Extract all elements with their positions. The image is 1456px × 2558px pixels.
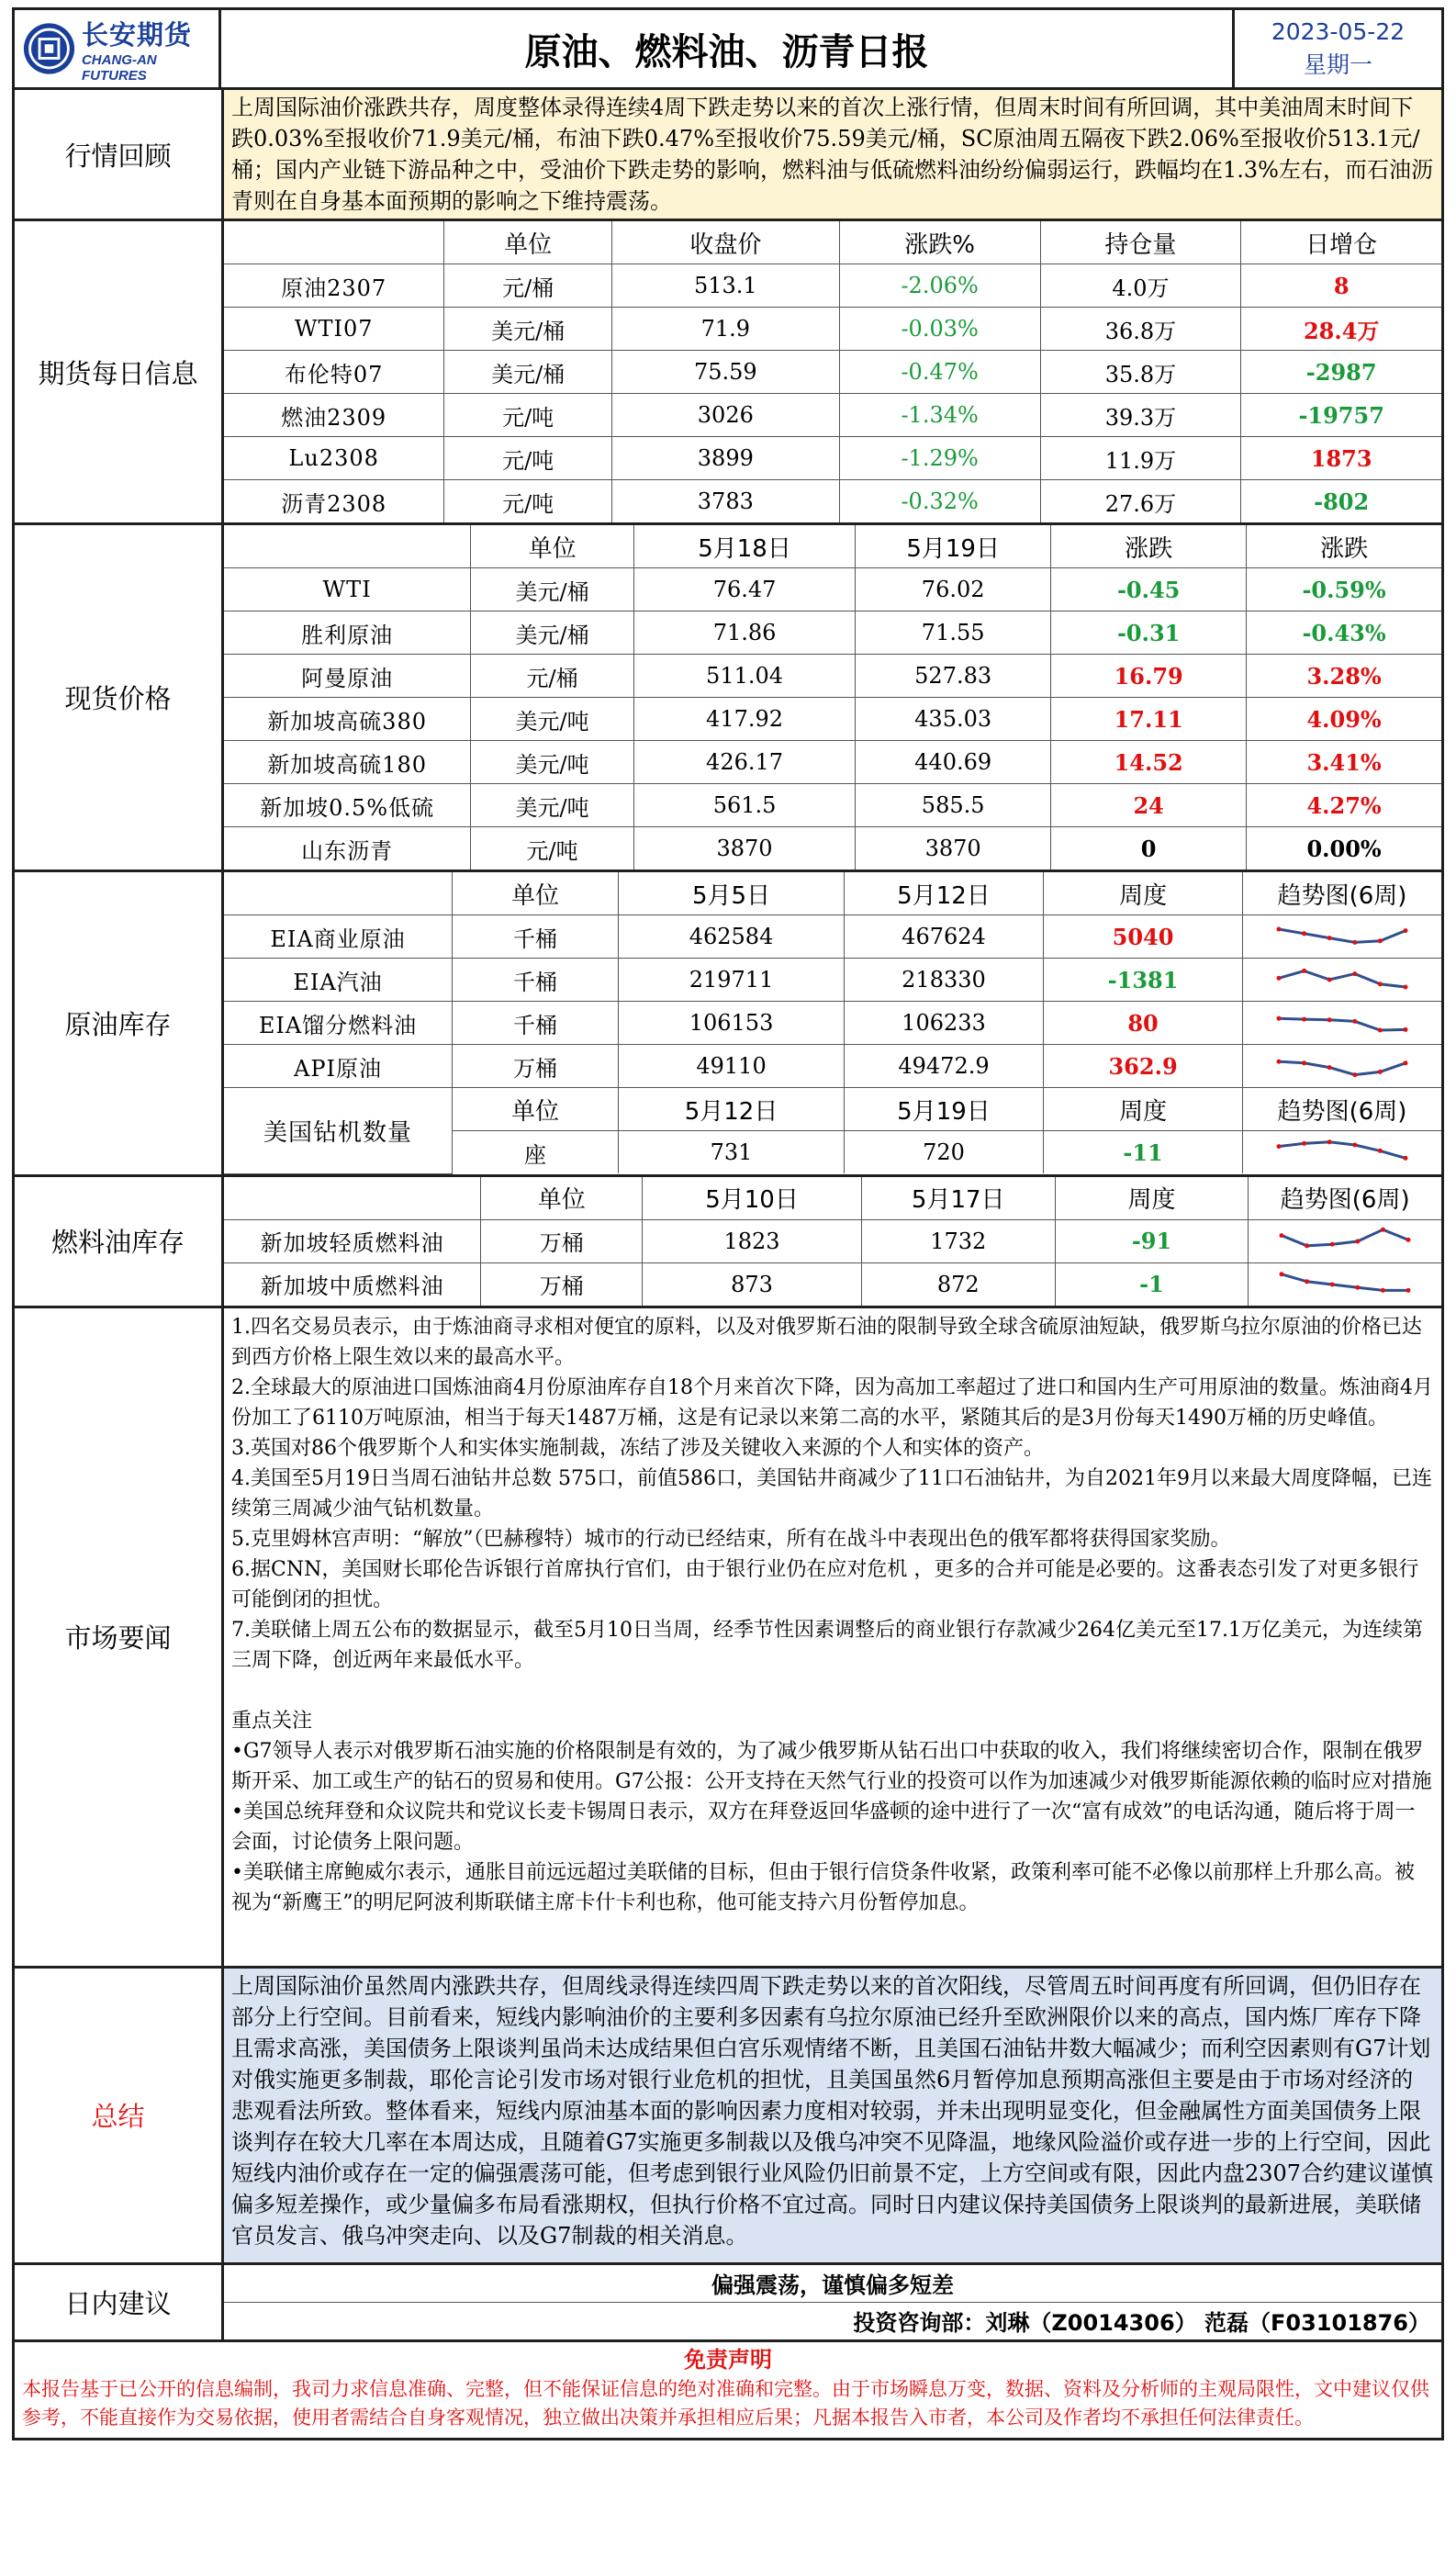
spot-name: 新加坡高硫380 <box>224 698 471 741</box>
table-row <box>224 1002 1441 1045</box>
trend-cell <box>1243 915 1441 959</box>
table-cell: 千桶 <box>452 1002 618 1045</box>
trend-cell <box>1249 1262 1441 1306</box>
column-header: 涨跌% <box>839 221 1040 264</box>
table-cell: 1873 <box>1241 437 1441 480</box>
trend-point <box>1302 931 1306 936</box>
trend-point <box>1277 976 1282 981</box>
table-cell: 426.17 <box>633 741 855 784</box>
stock-name: API原油 <box>224 1045 452 1088</box>
summary-text: 上周国际油价虽然周内涨跌共存，但周线录得连续四周下跌走势以来的首次阳线，尽管周五时间再度有所回调，但仍旧存在部分上行空间。目前看来，短线内影响油价的主要利多因素有乌拉尔原油已经升至欧洲限价以来的高点，国内炼厂库存下降且需求高涨，美国债务上限谈判虽尚未达成结果但白宫乐观情绪不断，且美国石油钻井数大幅减少；而利空因素则有G7计划对俄实施更多制裁，耶伦言论引发市场对银行业危机的担忧，且美国虽然6月暂停加息预期高涨但主要是由于市场对经济的悲观看法所致。整体看来，短线内原油基本面的影响因素力度相对较弱，并未出现明显变化，但金融属性方面美国债务上限谈判存在较大几率在本周达成，且随着G7实施更多制裁以及俄乌冲突不见降温，地缘风险溢价或存进一步的上行空间，因此短线内油价或存在一定的偏强震荡可能，但考虑到银行业风险仍旧前景不定，上方空间或有限，因此内盘2307合约建议谨慎偏多短差操作，或少量偏多布局看涨期权，但执行价格不宜过高。同时日内建议保持美国债务上限谈判的最新进展，美联储官员发言、俄乌冲突走向、以及G7制裁的相关消息。 <box>224 1969 1441 2262</box>
spot-name: 新加坡0.5%低硫 <box>224 784 471 827</box>
table-row <box>224 1262 1441 1306</box>
table-cell: 美元/桶 <box>444 351 612 394</box>
contract-name: Lu2308 <box>224 437 444 480</box>
column-header: 5月18日 <box>633 525 855 568</box>
review-text: 上周国际油价涨跌共存，周度整体录得连续4周下跌走势以来的首次上涨行情，但周末时间有所回调，其中美油周末时间下跌0.03%至报收价71.9美元/桶，布油下跌0.47%至报收价75.59美元/桶，SC原油周五隔夜下跌2.06%至报收价513.1元/桶；国内产业链下游品种之中，受油价下跌走势的影响，燃料油与低硫燃料油纷纷偏弱运行，跌幅均在1.3%左右，而石油沥青则在自身基本面预期的影响之下维持震荡。 <box>224 90 1441 219</box>
table-cell: 3.41% <box>1247 741 1441 784</box>
trend-point <box>1277 1060 1282 1064</box>
trend-sparkline <box>1273 1048 1411 1084</box>
stock-name: EIA馏分燃料油 <box>224 1002 452 1045</box>
disclaimer-title: 免责声明 <box>684 2346 772 2373</box>
table-cell: 440.69 <box>856 741 1051 784</box>
news-label: 市场要闻 <box>15 1308 224 1966</box>
contract-name: 布伦特07 <box>224 351 444 394</box>
trend-point <box>1352 1019 1357 1024</box>
table-cell: 71.86 <box>633 611 855 655</box>
table-cell: 585.5 <box>856 784 1051 827</box>
table-cell: 元/吨 <box>444 437 612 480</box>
table-cell: -2.06% <box>839 264 1040 308</box>
table-cell: -802 <box>1241 480 1441 523</box>
advisor-credit: 投资咨询部：刘琳（Z0014306） 范磊（F03101876） <box>853 2310 1430 2336</box>
table-cell: 362.9 <box>1044 1045 1243 1088</box>
stock-name: EIA商业原油 <box>224 915 452 959</box>
logo-name-en: CHANG-AN FUTURES <box>81 51 157 84</box>
column-header: 趋势图(6周) <box>1249 1177 1441 1220</box>
table-cell: 561.5 <box>633 784 855 827</box>
trend-point <box>1378 1149 1383 1153</box>
table-row <box>224 698 1441 741</box>
spot-section <box>12 525 1444 872</box>
table-cell: -1.29% <box>839 437 1040 480</box>
table-cell: 11.9万 <box>1040 437 1241 480</box>
table-cell: 527.83 <box>856 655 1051 698</box>
table-cell: 16.79 <box>1051 655 1247 698</box>
spot-name: 阿曼原油 <box>224 655 471 698</box>
table-row <box>224 959 1441 1002</box>
logo-emblem-icon <box>22 20 76 77</box>
news-paragraph: •美联储主席鲍威尔表示，通胀目前远远超过美联储的目标，但由于银行信贷条件收紧，政策利率可能不必像以前那样上升那么高。被视为“新鹰王”的明尼阿波利斯联储主席卡什卡利也称，他可能支持六月份暂停加息。 <box>231 1860 1415 1914</box>
table-cell: 万桶 <box>481 1262 643 1306</box>
table-cell: 219711 <box>619 959 845 1002</box>
trend-point <box>1302 1060 1306 1065</box>
trend-cell <box>1243 959 1441 1002</box>
table-cell: 218330 <box>844 959 1043 1002</box>
table-cell: 467624 <box>844 915 1043 959</box>
table-row <box>224 437 1441 480</box>
column-header: 单位 <box>471 525 634 568</box>
table-cell: -0.59% <box>1247 568 1441 611</box>
table-cell: 元/桶 <box>471 655 634 698</box>
news-paragraph: 4.美国至5月19日当周石油钻井总数 575口，前值586口，美国钻井商减少了11口石油钻井，为自2021年9月以来最大周度降幅，已连续第三周减少油气钻机数量。 <box>231 1466 1432 1520</box>
news-paragraph: 6.据CNN，美国财长耶伦告诉银行首席执行官们，由于银行业仍在应对危机 ，更多的合并可能是必要的。这番表态引发了对更多银行可能倒闭的担忧。 <box>231 1557 1419 1611</box>
table-cell: -11 <box>1044 1131 1243 1174</box>
table-row <box>224 655 1441 698</box>
trend-point <box>1378 938 1383 943</box>
table-row <box>224 1219 1441 1262</box>
table-cell: 872 <box>861 1262 1055 1306</box>
table-cell: 4.09% <box>1247 698 1441 741</box>
trend-point <box>1327 1065 1332 1070</box>
trend-line <box>1279 1061 1406 1074</box>
stock-name: 新加坡轻质燃料油 <box>224 1219 481 1262</box>
table-row <box>224 264 1441 308</box>
disclaimer-text: 本报告基于已公开的信息编制，我司力求信息准确、完整，但不能保证信息的绝对准确和完整。由于市场瞬息万变，数据、资料及分析师的主观局限性，文中建议仅供参考，不能直接作为交易依据，使用者需结合自身客观情况，独立做出决策并承担相应后果；凡据本报告入市者，本公司及作者均不承担任何法律责任。 <box>22 2377 1429 2429</box>
trend-point <box>1280 1272 1284 1276</box>
table-cell: 3870 <box>633 827 855 870</box>
news-section <box>12 1308 1444 1969</box>
table-cell: 0.00% <box>1247 827 1441 870</box>
trend-point <box>1305 1243 1309 1248</box>
table-cell: 71.55 <box>856 611 1051 655</box>
stock-name: 新加坡中质燃料油 <box>224 1262 481 1306</box>
summary-section <box>12 1969 1444 2265</box>
news-paragraph: 1.四名交易员表示，由于炼油商寻求相对便宜的原料，以及对俄罗斯石油的限制导致全球含硫原油短缺，俄罗斯乌拉尔原油的价格已达到西方价格上限生效以来的最高水平。 <box>231 1315 1422 1369</box>
table-cell: 3026 <box>611 394 839 437</box>
table-cell: 36.8万 <box>1040 308 1241 351</box>
trend-point <box>1277 1016 1282 1021</box>
table-cell: -1381 <box>1044 959 1243 1002</box>
column-header: 涨跌 <box>1051 525 1247 568</box>
trend-point <box>1280 1233 1284 1238</box>
column-header: 5月12日 <box>844 872 1043 915</box>
trend-point <box>1302 969 1306 973</box>
table-cell: 720 <box>844 1131 1043 1174</box>
stock-name: EIA汽油 <box>224 959 452 1002</box>
table-cell: 873 <box>643 1262 862 1306</box>
table-cell: -2987 <box>1241 351 1441 394</box>
column-header: 5月10日 <box>643 1177 862 1220</box>
table-cell: 千桶 <box>452 915 618 959</box>
trend-point <box>1406 1287 1411 1292</box>
trend-point <box>1381 1287 1385 1292</box>
table-cell: 24 <box>1051 784 1247 827</box>
contract-name: 原油2307 <box>224 264 444 308</box>
logo <box>15 10 221 87</box>
trend-point <box>1330 1241 1335 1246</box>
table-cell: 49472.9 <box>844 1045 1043 1088</box>
trend-point <box>1404 985 1408 990</box>
date-block <box>1235 10 1441 87</box>
review-label: 行情回顾 <box>15 90 224 219</box>
table-cell: -0.45 <box>1051 568 1247 611</box>
spot-table <box>224 525 1441 869</box>
table-cell: -0.47% <box>839 351 1040 394</box>
table-row <box>224 741 1441 784</box>
column-header: 单位 <box>452 1088 618 1131</box>
news-paragraph: 7.美联储上周五公布的数据显示，截至5月10日当周，经季节性因素调整后的商业银行存款减少264亿美元至17.1万亿美元，为连续第三周下降，创近两年来最低水平。 <box>231 1618 1423 1672</box>
table-cell: 462584 <box>619 915 845 959</box>
futures-section <box>12 221 1444 525</box>
news-paragraph: •美国总统拜登和众议院共和党议长麦卡锡周日表示，双方在拜登返回华盛顿的途中进行了一次“富有成效”的电话沟通，随后将于周一会面，讨论债务上限问题。 <box>231 1800 1416 1854</box>
column-header <box>224 525 471 568</box>
table-cell: 75.59 <box>611 351 839 394</box>
spot-name: 山东沥青 <box>224 827 471 870</box>
table-cell: 万桶 <box>481 1219 643 1262</box>
rig-count-name: 美国钻机数量 <box>224 1088 452 1174</box>
column-header: 趋势图(6周) <box>1243 1088 1441 1131</box>
table-cell: 1823 <box>643 1219 862 1262</box>
trend-line <box>1282 1229 1408 1246</box>
trend-cell <box>1249 1219 1441 1262</box>
trend-point <box>1381 1227 1385 1231</box>
advice-text: 偏强震荡，谨慎偏多短差 <box>224 2265 1441 2303</box>
news-paragraph: 2.全球最大的原油进口国炼油商4月份原油库存自18个月来首次下降，因为高加工率超过了进口和国内生产可用原油的数量。炼油商4月份加工了6110万吨原油，相当于每天1487万桶，这是有记录以来第二高的水平，紧随其后的是3月份每天1490万桶的历史峰值。 <box>231 1375 1433 1430</box>
trend-point <box>1327 1017 1332 1022</box>
table-cell: 元/吨 <box>444 394 612 437</box>
trend-point <box>1378 1070 1383 1074</box>
trend-sparkline <box>1276 1223 1414 1260</box>
table-cell: 3.28% <box>1247 655 1441 698</box>
column-header: 涨跌 <box>1247 525 1441 568</box>
table-cell: 1732 <box>861 1219 1055 1262</box>
table-cell: 106233 <box>844 1002 1043 1045</box>
trend-point <box>1277 927 1282 932</box>
crude-stock-label: 原油库存 <box>15 872 224 1174</box>
trend-point <box>1378 1028 1383 1033</box>
column-header: 周度 <box>1044 1088 1243 1131</box>
table-row <box>224 915 1441 959</box>
crude-stock-section <box>12 872 1444 1177</box>
table-cell: 76.47 <box>633 568 855 611</box>
column-header: 持仓量 <box>1040 221 1241 264</box>
contract-name: 燃油2309 <box>224 394 444 437</box>
trend-point <box>1302 1017 1306 1022</box>
trend-point <box>1277 1144 1282 1149</box>
trend-point <box>1404 1027 1408 1032</box>
fuel-stock-table <box>224 1177 1441 1306</box>
table-cell: -1.34% <box>839 394 1040 437</box>
news-paragraph: 重点关注 <box>231 1709 313 1733</box>
table-cell: 49110 <box>619 1045 845 1088</box>
table-cell: 5040 <box>1044 915 1243 959</box>
table-cell: 美元/吨 <box>471 784 634 827</box>
trend-sparkline <box>1276 1266 1414 1303</box>
column-header: 5月12日 <box>619 1088 845 1131</box>
table-cell: 0 <box>1051 827 1247 870</box>
table-cell: 元/吨 <box>444 480 612 523</box>
column-header: 5月5日 <box>619 872 845 915</box>
review-section <box>12 90 1444 221</box>
trend-cell <box>1243 1131 1441 1174</box>
table-row <box>224 394 1441 437</box>
trend-sparkline <box>1273 918 1411 955</box>
trend-line <box>1279 1018 1406 1030</box>
table-cell: 39.3万 <box>1040 394 1241 437</box>
table-cell: -91 <box>1055 1219 1249 1262</box>
table-cell: 435.03 <box>856 698 1051 741</box>
report-weekday: 星期一 <box>1303 51 1372 78</box>
spot-name: 新加坡高硫180 <box>224 741 471 784</box>
trend-line <box>1279 1142 1406 1159</box>
report-page <box>12 7 1444 2440</box>
table-cell: 千桶 <box>452 959 618 1002</box>
trend-point <box>1302 1141 1306 1146</box>
disclaimer-section <box>12 2342 1444 2440</box>
table-row <box>224 351 1441 394</box>
table-cell: 元/吨 <box>471 827 634 870</box>
table-cell: 8 <box>1241 264 1441 308</box>
column-header <box>224 872 452 915</box>
table-cell: 元/桶 <box>444 264 612 308</box>
table-cell: 万桶 <box>452 1045 618 1088</box>
summary-label: 总结 <box>15 1969 224 2262</box>
table-cell: 美元/桶 <box>471 611 634 655</box>
table-cell: 27.6万 <box>1040 480 1241 523</box>
trend-point <box>1330 1282 1335 1286</box>
trend-point <box>1404 1156 1408 1161</box>
news-paragraph: 5.克里姆林宫声明：“解放”（巴赫穆特）城市的行动已经结束，所有在战斗中表现出色的俄军都将获得国家奖励。 <box>231 1527 1231 1551</box>
column-header: 5月17日 <box>861 1177 1055 1220</box>
table-cell: -0.43% <box>1247 611 1441 655</box>
column-header: 趋势图(6周) <box>1243 872 1441 915</box>
contract-name: WTI07 <box>224 308 444 351</box>
trend-point <box>1327 936 1332 940</box>
trend-sparkline <box>1273 1004 1411 1041</box>
column-header: 单位 <box>452 872 618 915</box>
trend-point <box>1327 978 1332 982</box>
table-cell: -0.32% <box>839 480 1040 523</box>
trend-cell <box>1243 1045 1441 1088</box>
news-body <box>224 1308 1441 1966</box>
trend-point <box>1352 1072 1357 1077</box>
news-paragraph <box>231 1676 1434 1706</box>
trend-point <box>1352 971 1357 976</box>
column-header: 周度 <box>1044 872 1243 915</box>
news-paragraph: •G7领导人表示对俄罗斯石油实施的价格限制是有效的，为了减少俄罗斯从钻石出口中获取的收入，我们将继续密切合作，限制在俄罗斯开采、加工或生产的钻石的贸易和使用。G7公报：公开支持在天然气行业的投资可以作为加速减少对俄罗斯能源依赖的临时应对措施 <box>231 1739 1432 1793</box>
table-cell: 417.92 <box>633 698 855 741</box>
logo-name-cn: 长安期货 <box>81 18 192 50</box>
table-cell: 4.27% <box>1247 784 1441 827</box>
trend-line <box>1282 1273 1408 1290</box>
trend-point <box>1404 928 1408 933</box>
column-header: 5月19日 <box>844 1088 1043 1131</box>
table-cell: 513.1 <box>611 264 839 308</box>
table-cell: -0.03% <box>839 308 1040 351</box>
table-cell: 美元/桶 <box>471 568 634 611</box>
spot-name: 胜利原油 <box>224 611 471 655</box>
table-cell: 美元/吨 <box>471 698 634 741</box>
trend-point <box>1406 1237 1411 1241</box>
trend-point <box>1378 982 1383 986</box>
table-cell: 76.02 <box>856 568 1051 611</box>
news-paragraph: 3.英国对86个俄罗斯个人和实体实施制裁，冻结了涉及关键收入来源的个人和实体的资产。 <box>231 1436 1044 1460</box>
futures-table <box>224 221 1441 522</box>
table-cell: 3899 <box>611 437 839 480</box>
fuel-stock-section <box>12 1177 1444 1308</box>
advice-section <box>12 2265 1444 2342</box>
fuel-stock-label: 燃料油库存 <box>15 1177 224 1306</box>
trend-point <box>1327 1139 1332 1144</box>
table-row <box>224 480 1441 523</box>
table-cell: 美元/吨 <box>471 741 634 784</box>
table-row <box>224 1045 1441 1088</box>
report-date: 2023-05-22 <box>1271 18 1406 45</box>
trend-point <box>1355 1239 1360 1243</box>
trend-sparkline <box>1273 961 1411 998</box>
table-cell: 17.11 <box>1051 698 1247 741</box>
table-cell: 3870 <box>856 827 1051 870</box>
table-cell: 14.52 <box>1051 741 1247 784</box>
column-header: 单位 <box>481 1177 643 1220</box>
column-header: 收盘价 <box>611 221 839 264</box>
column-header: 5月19日 <box>856 525 1051 568</box>
table-cell: 731 <box>619 1131 845 1174</box>
table-row <box>224 568 1441 611</box>
table-cell: 80 <box>1044 1002 1243 1045</box>
table-cell: 106153 <box>619 1002 845 1045</box>
trend-cell <box>1243 1002 1441 1045</box>
table-cell: 28.4万 <box>1241 308 1441 351</box>
table-cell: 座 <box>452 1131 618 1174</box>
column-header <box>224 221 444 264</box>
table-cell: -1 <box>1055 1262 1249 1306</box>
futures-label: 期货每日信息 <box>15 221 224 522</box>
report-header <box>12 7 1444 90</box>
table-cell: -19757 <box>1241 394 1441 437</box>
report-title: 原油、燃料油、沥青日报 <box>221 10 1235 87</box>
contract-name: 沥青2308 <box>224 480 444 523</box>
trend-point <box>1352 940 1357 945</box>
trend-point <box>1404 1060 1408 1065</box>
table-cell: 71.9 <box>611 308 839 351</box>
spot-label: 现货价格 <box>15 525 224 869</box>
trend-point <box>1352 1143 1357 1148</box>
column-header: 日增仓 <box>1241 221 1441 264</box>
crude-stock-table <box>224 872 1441 1174</box>
spot-name: WTI <box>224 568 471 611</box>
table-row <box>224 611 1441 655</box>
table-row <box>224 784 1441 827</box>
table-cell: 3783 <box>611 480 839 523</box>
trend-line <box>1279 970 1406 987</box>
column-header: 周度 <box>1055 1177 1249 1220</box>
table-cell: 美元/桶 <box>444 308 612 351</box>
table-cell: 35.8万 <box>1040 351 1241 394</box>
column-header: 单位 <box>444 221 612 264</box>
table-cell: 511.04 <box>633 655 855 698</box>
trend-point <box>1355 1285 1360 1289</box>
trend-line <box>1279 929 1406 942</box>
advice-label: 日内建议 <box>15 2265 224 2339</box>
table-row <box>224 308 1441 351</box>
table-cell: 4.0万 <box>1040 264 1241 308</box>
trend-sparkline <box>1273 1134 1411 1171</box>
column-header <box>224 1177 481 1220</box>
table-row <box>224 827 1441 870</box>
trend-point <box>1305 1279 1309 1284</box>
table-cell: -0.31 <box>1051 611 1247 655</box>
